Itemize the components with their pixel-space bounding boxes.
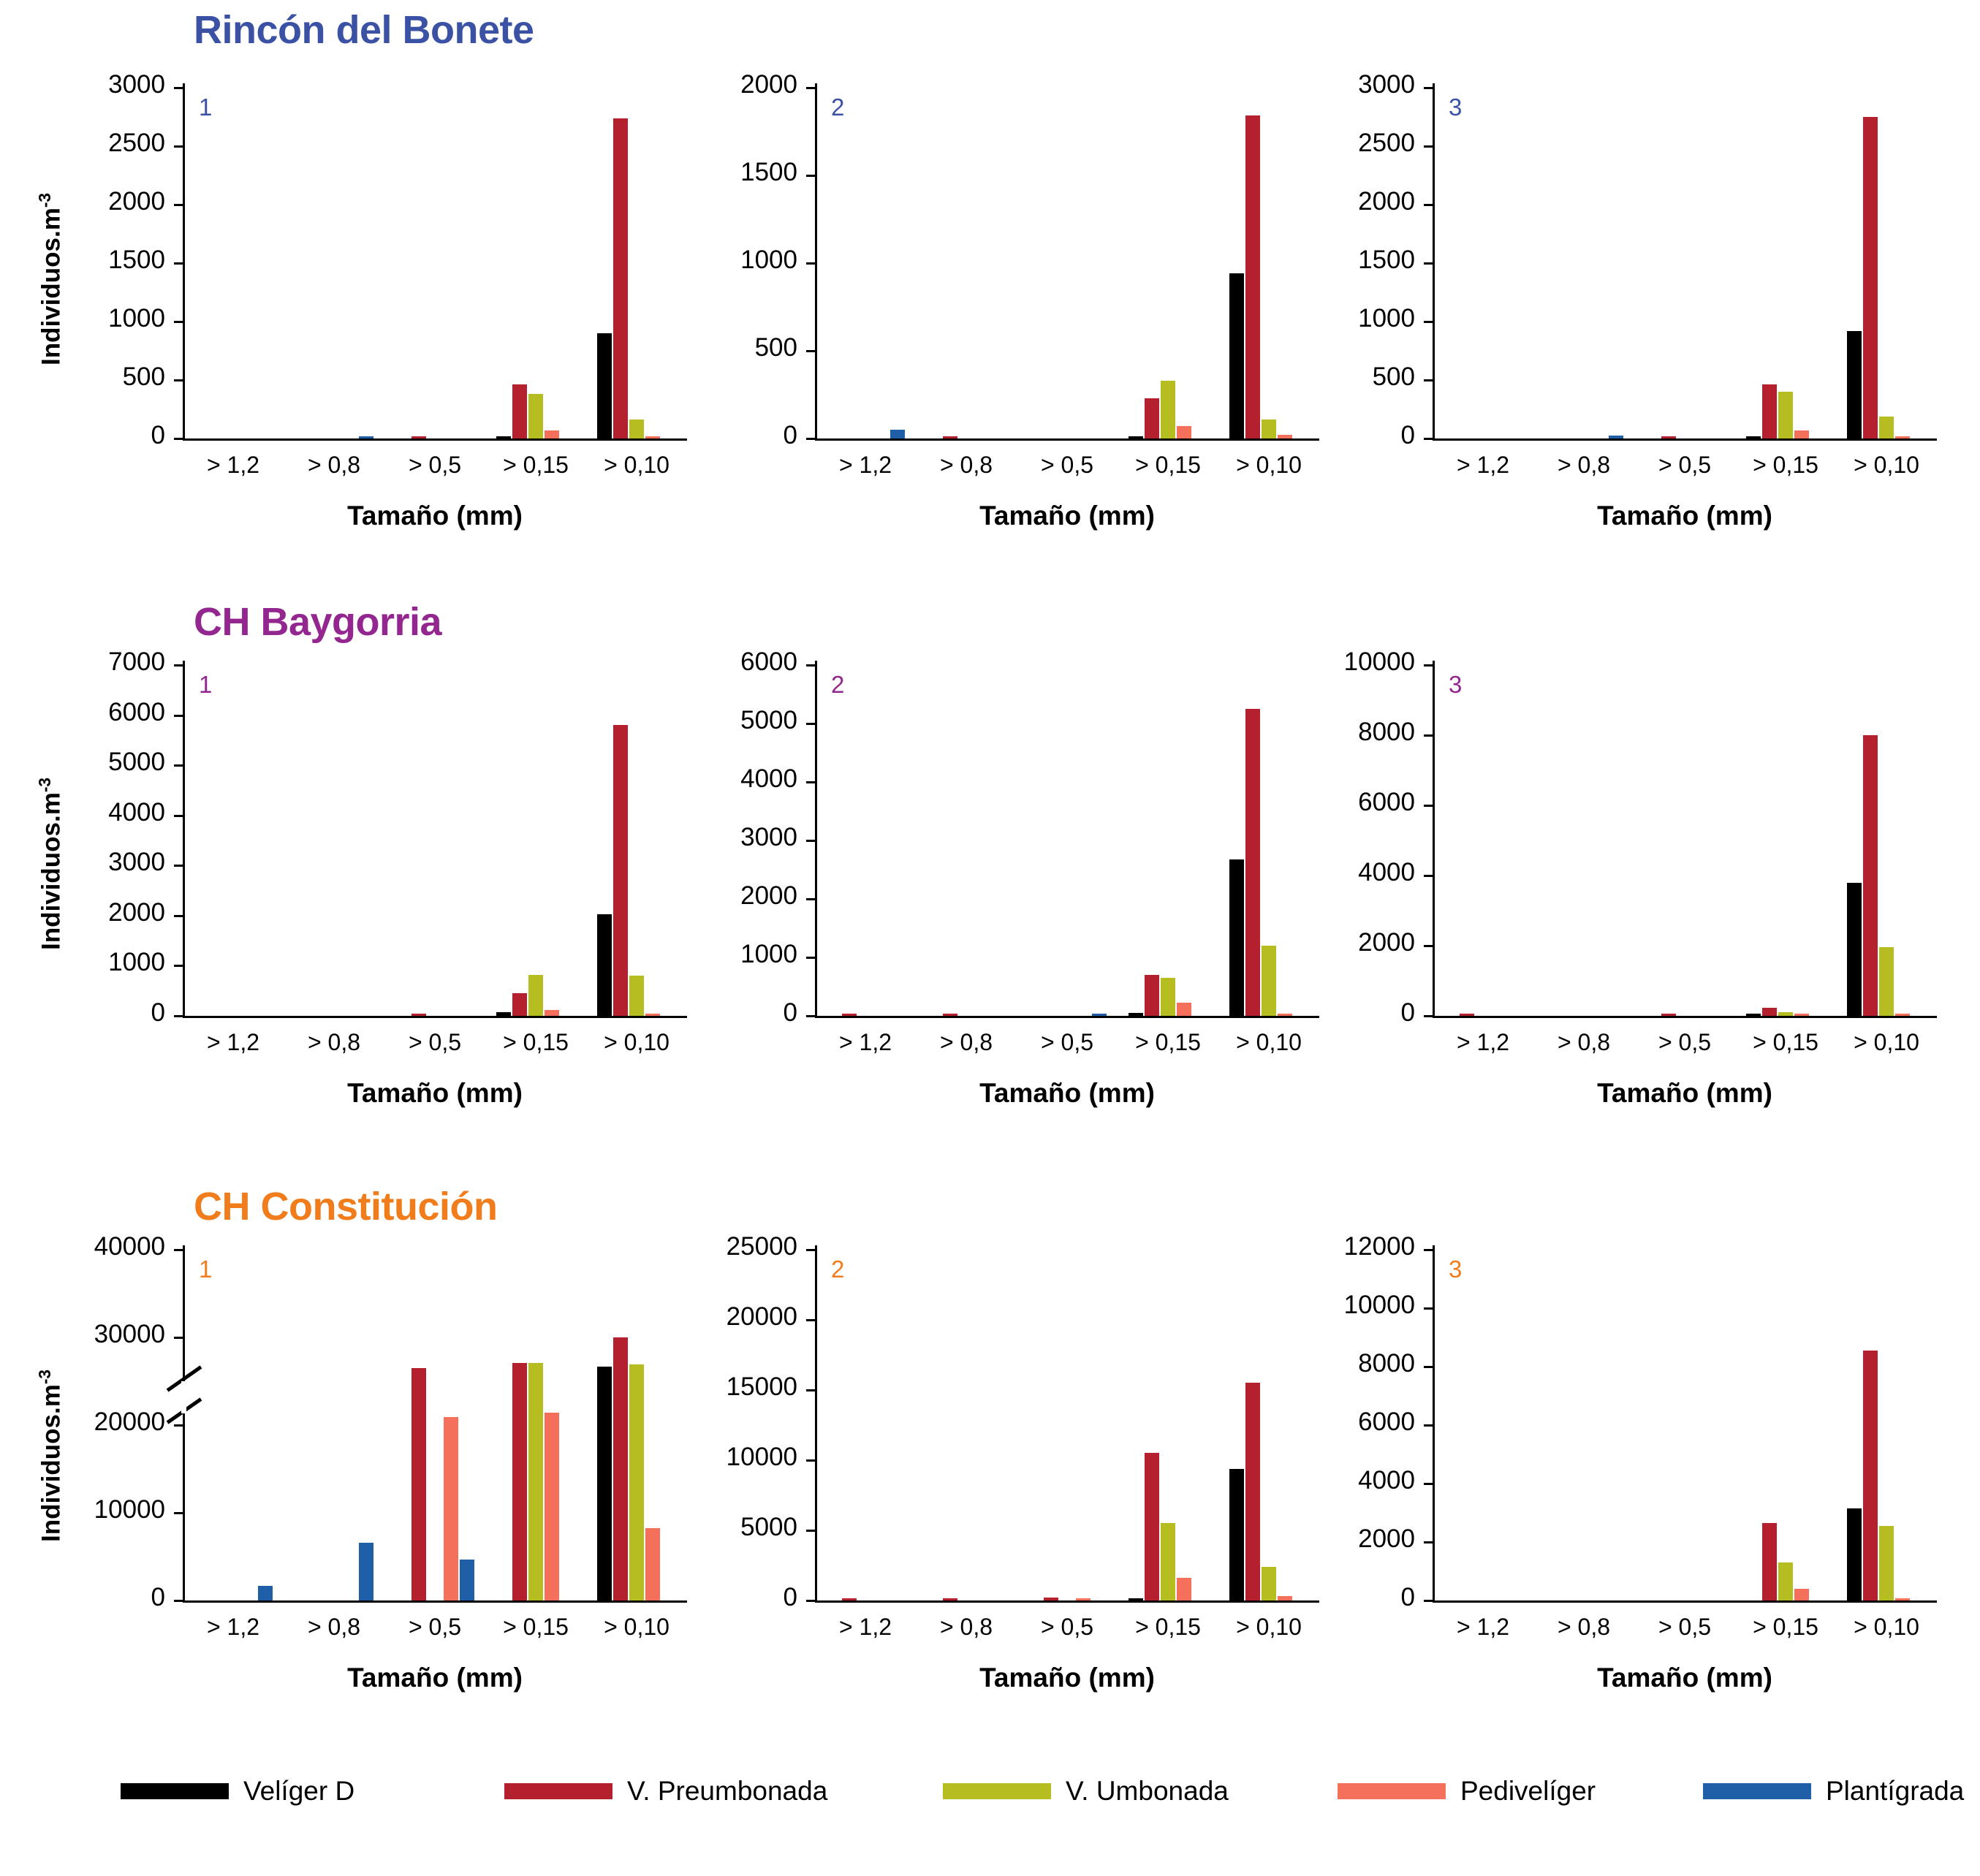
y-tick-1-3-4: [1424, 204, 1433, 206]
bar-1-3-cat4-v-umbonada: [1778, 392, 1793, 438]
y-tick-label-3-2-0: 0: [783, 1583, 797, 1611]
x-tick-label-2-1-4: > 0,15: [503, 1029, 569, 1055]
x-tick-label-1-2-2: > 0,8: [939, 452, 993, 478]
y-tick-label-1-1-6: 3000: [108, 70, 165, 99]
y-tick-label-1-2-1: 500: [754, 333, 797, 362]
y-tick-label-3-1-2: 20000: [94, 1408, 165, 1436]
x-tick-label-2-2-5: > 0,10: [1236, 1029, 1302, 1055]
panel-1-3: [0, 0, 1980, 577]
x-tick-label-3-2-2: > 0,8: [939, 1614, 993, 1640]
legend-item-4: [1338, 1776, 1596, 1807]
y-tick-3-3-3: [1424, 1424, 1433, 1427]
y-tick-label-3-1-4: 40000: [94, 1232, 165, 1261]
bar-1-3-cat2-plant-grada: [1609, 436, 1623, 438]
y-tick-label-2-3-2: 4000: [1358, 858, 1415, 886]
y-tick-label-3-3-0: 0: [1400, 1583, 1415, 1611]
legend-label-2: V. Preumbonada: [627, 1776, 828, 1806]
panel-number-2-1: 1: [199, 671, 213, 698]
y-tick-label-2-1-6: 6000: [108, 697, 165, 726]
legend-swatch-4: [1338, 1783, 1446, 1799]
panel-number-1-1: 1: [199, 94, 213, 121]
y-tick-label-3-3-5: 10000: [1343, 1291, 1415, 1319]
y-tick-label-2-3-4: 8000: [1358, 718, 1415, 746]
x-tick-label-3-3-1: > 1,2: [1456, 1614, 1510, 1640]
panel-number-3-1: 1: [199, 1256, 213, 1283]
x-tick-label-2-1-5: > 0,10: [604, 1029, 670, 1055]
x-tick-label-2-2-1: > 1,2: [838, 1029, 892, 1055]
y-tick-label-3-3-3: 6000: [1358, 1408, 1415, 1436]
legend-swatch-5: [1703, 1783, 1811, 1799]
chart-row-2: [0, 585, 1980, 1162]
bar-2-3-cat5-v-umbonada: [1879, 947, 1894, 1016]
y-tick-3-3-6: [1424, 1249, 1433, 1251]
legend-label-5: Plantígrada: [1826, 1776, 1965, 1806]
x-tick-label-2-1-2: > 0,8: [307, 1029, 361, 1055]
y-axis-line-3-3: [1433, 1245, 1435, 1600]
legend-item-2: [504, 1776, 827, 1807]
x-axis-title-3-1: Tamaño (mm): [347, 1663, 523, 1693]
y-tick-label-1-1-2: 1000: [108, 304, 165, 333]
x-tick-label-2-3-4: > 0,15: [1753, 1029, 1818, 1055]
x-axis-title-2-3: Tamaño (mm): [1597, 1078, 1772, 1108]
y-tick-label-1-3-4: 2000: [1358, 187, 1415, 216]
y-tick-1-3-1: [1424, 379, 1433, 381]
x-tick-label-1-3-5: > 0,10: [1854, 452, 1919, 478]
x-tick-label-3-1-1: > 1,2: [206, 1614, 260, 1640]
y-tick-label-2-2-4: 4000: [740, 764, 797, 793]
x-axis-title-2-1: Tamaño (mm): [347, 1078, 523, 1108]
y-tick-label-2-1-2: 2000: [108, 897, 165, 927]
panel-number-1-2: 2: [831, 94, 845, 121]
legend-label-4: Pedivelíger: [1460, 1776, 1596, 1806]
bar-1-3-cat4-vel-ger-d: [1746, 436, 1761, 438]
y-tick-label-2-1-0: 0: [151, 998, 165, 1027]
legend-item-1: [121, 1776, 354, 1807]
panel-number-2-3: 3: [1449, 671, 1463, 698]
y-tick-3-3-0: [1424, 1600, 1433, 1602]
x-tick-label-2-3-5: > 0,10: [1854, 1029, 1919, 1055]
x-tick-label-3-3-5: > 0,10: [1854, 1614, 1919, 1640]
legend-swatch-3: [943, 1783, 1051, 1799]
x-tick-label-1-2-3: > 0,5: [1040, 452, 1094, 478]
y-tick-2-3-1: [1424, 945, 1433, 947]
bar-2-3-cat3-v-preumbonada: [1661, 1014, 1676, 1016]
x-tick-label-2-3-2: > 0,8: [1557, 1029, 1611, 1055]
y-tick-label-3-2-1: 5000: [740, 1513, 797, 1541]
panel-2-3: [0, 585, 1980, 1162]
bar-2-3-cat4-pedivel-ger: [1794, 1014, 1809, 1016]
y-tick-label-2-3-0: 0: [1400, 998, 1415, 1027]
bar-2-3-cat5-vel-ger-d: [1847, 883, 1862, 1016]
x-axis-title-1-1: Tamaño (mm): [347, 501, 523, 531]
x-axis-line-3-3: [1433, 1600, 1937, 1603]
y-tick-label-3-1-1: 10000: [94, 1495, 165, 1524]
x-tick-label-2-1-3: > 0,5: [408, 1029, 462, 1055]
x-tick-label-3-3-3: > 0,5: [1658, 1614, 1712, 1640]
legend-label-3: V. Umbonada: [1066, 1776, 1229, 1806]
chart-legend: [0, 1754, 1980, 1842]
legend-swatch-2: [504, 1783, 612, 1799]
panel-number-1-3: 3: [1449, 94, 1463, 121]
y-tick-1-3-0: [1424, 438, 1433, 440]
y-tick-label-3-3-4: 8000: [1358, 1349, 1415, 1378]
y-tick-1-3-3: [1424, 262, 1433, 265]
y-tick-label-2-1-1: 1000: [108, 948, 165, 977]
y-tick-1-3-6: [1424, 87, 1433, 89]
chart-row-1: [0, 0, 1980, 577]
x-axis-title-2-2: Tamaño (mm): [979, 1078, 1155, 1108]
y-axis-line-2-3: [1433, 661, 1435, 1016]
y-tick-label-1-1-3: 1500: [108, 246, 165, 274]
bar-2-3-cat4-v-preumbonada: [1762, 1008, 1777, 1016]
y-tick-label-2-2-2: 2000: [740, 881, 797, 910]
y-tick-label-1-3-6: 3000: [1358, 70, 1415, 99]
x-tick-label-3-1-2: > 0,8: [307, 1614, 361, 1640]
bar-1-3-cat4-pedivel-ger: [1794, 430, 1809, 438]
y-tick-2-3-2: [1424, 875, 1433, 877]
x-tick-label-1-3-1: > 1,2: [1456, 452, 1510, 478]
x-axis-title-1-2: Tamaño (mm): [979, 501, 1155, 531]
y-tick-label-1-1-1: 500: [122, 362, 165, 391]
panel-3-3: [0, 1169, 1980, 1747]
y-tick-label-1-2-4: 2000: [740, 70, 797, 99]
x-tick-label-1-1-2: > 0,8: [307, 452, 361, 478]
bar-3-3-cat4-pedivel-ger: [1794, 1589, 1809, 1600]
y-tick-label-3-2-4: 20000: [726, 1302, 797, 1331]
y-tick-label-2-2-0: 0: [783, 998, 797, 1027]
y-tick-label-1-3-5: 2500: [1358, 129, 1415, 157]
y-tick-label-2-1-7: 7000: [108, 648, 165, 676]
x-tick-label-2-2-2: > 0,8: [939, 1029, 993, 1055]
y-axis-title-3: $Individuos.m^{-3}$: [35, 1369, 66, 1542]
y-tick-label-2-1-4: 4000: [108, 797, 165, 827]
x-tick-label-1-1-4: > 0,15: [503, 452, 569, 478]
bar-3-3-cat5-v-umbonada: [1879, 1526, 1894, 1600]
x-tick-label-1-1-3: > 0,5: [408, 452, 462, 478]
y-tick-label-2-3-5: 10000: [1343, 648, 1415, 676]
y-tick-1-3-2: [1424, 321, 1433, 323]
bar-1-3-cat5-pedivel-ger: [1895, 436, 1910, 438]
bar-2-3-cat5-pedivel-ger: [1895, 1014, 1910, 1016]
y-tick-3-3-5: [1424, 1307, 1433, 1310]
y-tick-label-3-1-3: 30000: [94, 1320, 165, 1348]
x-tick-label-3-2-1: > 1,2: [838, 1614, 892, 1640]
x-axis-title-3-2: Tamaño (mm): [979, 1663, 1155, 1693]
y-tick-label-1-3-0: 0: [1400, 421, 1415, 449]
y-tick-label-3-3-6: 12000: [1343, 1232, 1415, 1261]
x-axis-line-1-3: [1433, 438, 1937, 441]
y-tick-label-3-1-0: 0: [151, 1583, 165, 1611]
x-tick-label-1-2-4: > 0,15: [1135, 452, 1201, 478]
y-axis-title-1: $Individuos.m^{-3}$: [35, 192, 66, 365]
y-tick-3-3-1: [1424, 1541, 1433, 1543]
y-tick-label-1-3-2: 1000: [1358, 304, 1415, 333]
y-tick-label-3-2-5: 25000: [726, 1232, 797, 1261]
y-tick-label-3-2-3: 15000: [726, 1372, 797, 1401]
y-tick-label-1-3-1: 500: [1372, 362, 1415, 391]
x-axis-title-1-3: Tamaño (mm): [1597, 501, 1772, 531]
y-tick-label-1-2-2: 1000: [740, 246, 797, 274]
x-tick-label-1-1-5: > 0,10: [604, 452, 670, 478]
bar-3-3-cat5-v-preumbonada: [1863, 1351, 1878, 1600]
x-tick-label-3-1-4: > 0,15: [503, 1614, 569, 1640]
y-tick-label-2-3-1: 2000: [1358, 928, 1415, 957]
panel-number-3-2: 2: [831, 1256, 845, 1283]
x-tick-label-3-1-3: > 0,5: [408, 1614, 462, 1640]
x-tick-label-3-2-4: > 0,15: [1135, 1614, 1201, 1640]
bar-2-3-cat1-v-preumbonada: [1460, 1014, 1474, 1016]
bar-1-3-cat5-vel-ger-d: [1847, 331, 1862, 438]
legend-item-5: [1703, 1776, 1964, 1807]
bar-3-3-cat5-vel-ger-d: [1847, 1508, 1862, 1600]
group-title-1: Rincón del Bonete: [194, 8, 534, 52]
bar-1-3-cat5-v-umbonada: [1879, 417, 1894, 438]
y-tick-label-2-3-3: 6000: [1358, 788, 1415, 816]
y-tick-label-3-2-2: 10000: [726, 1443, 797, 1471]
y-tick-2-3-3: [1424, 805, 1433, 807]
y-tick-label-1-2-3: 1500: [740, 158, 797, 186]
y-tick-label-2-2-1: 1000: [740, 940, 797, 968]
group-title-3: CH Constitución: [194, 1185, 498, 1228]
legend-item-3: [943, 1776, 1229, 1807]
y-tick-label-1-1-5: 2500: [108, 129, 165, 157]
bar-2-3-cat4-v-umbonada: [1778, 1012, 1793, 1016]
x-tick-label-1-3-2: > 0,8: [1557, 452, 1611, 478]
y-tick-2-3-5: [1424, 664, 1433, 667]
x-tick-label-3-2-3: > 0,5: [1040, 1614, 1094, 1640]
x-tick-label-3-2-5: > 0,10: [1236, 1614, 1302, 1640]
y-tick-label-2-1-5: 5000: [108, 748, 165, 777]
bar-1-3-cat5-v-preumbonada: [1863, 117, 1878, 438]
y-tick-3-3-4: [1424, 1366, 1433, 1368]
x-tick-label-3-3-2: > 0,8: [1557, 1614, 1611, 1640]
x-tick-label-2-1-1: > 1,2: [206, 1029, 260, 1055]
y-tick-label-3-3-1: 2000: [1358, 1524, 1415, 1553]
x-tick-label-1-2-5: > 0,10: [1236, 452, 1302, 478]
y-tick-label-2-2-6: 6000: [740, 648, 797, 676]
y-tick-3-3-2: [1424, 1483, 1433, 1485]
y-tick-label-1-2-0: 0: [783, 421, 797, 449]
y-tick-label-2-1-3: 3000: [108, 848, 165, 877]
legend-label-1: Velíger D: [243, 1776, 355, 1806]
group-title-2: CH Baygorria: [194, 600, 442, 644]
x-axis-line-2-3: [1433, 1016, 1937, 1018]
y-tick-label-1-3-3: 1500: [1358, 246, 1415, 274]
bar-3-3-cat4-v-preumbonada: [1762, 1523, 1777, 1600]
y-tick-1-3-5: [1424, 145, 1433, 148]
x-tick-label-2-2-3: > 0,5: [1040, 1029, 1094, 1055]
x-tick-label-3-3-4: > 0,15: [1753, 1614, 1818, 1640]
x-axis-title-3-3: Tamaño (mm): [1597, 1663, 1772, 1693]
x-tick-label-2-3-1: > 1,2: [1456, 1029, 1510, 1055]
y-axis-title-2: $Individuos.m^{-3}$: [35, 777, 66, 950]
x-tick-label-1-2-1: > 1,2: [838, 452, 892, 478]
x-tick-label-2-3-3: > 0,5: [1658, 1029, 1712, 1055]
y-tick-2-3-0: [1424, 1015, 1433, 1017]
y-tick-label-2-2-3: 3000: [740, 823, 797, 851]
x-tick-label-1-3-4: > 0,15: [1753, 452, 1818, 478]
y-tick-label-1-1-4: 2000: [108, 187, 165, 216]
chart-row-3: [0, 1169, 1980, 1747]
legend-swatch-1: [121, 1783, 229, 1799]
y-tick-label-3-3-2: 4000: [1358, 1466, 1415, 1495]
bar-3-3-cat4-v-umbonada: [1778, 1562, 1793, 1600]
y-axis-line-1-3: [1433, 83, 1435, 438]
x-tick-label-1-1-1: > 1,2: [206, 452, 260, 478]
bar-1-3-cat3-v-preumbonada: [1661, 436, 1676, 438]
panel-number-2-2: 2: [831, 671, 845, 698]
x-tick-label-1-3-3: > 0,5: [1658, 452, 1712, 478]
bar-2-3-cat4-vel-ger-d: [1746, 1014, 1761, 1016]
bar-3-3-cat5-pedivel-ger: [1895, 1598, 1910, 1600]
bar-2-3-cat5-v-preumbonada: [1863, 735, 1878, 1016]
panel-number-3-3: 3: [1449, 1256, 1463, 1283]
y-tick-label-2-2-5: 5000: [740, 706, 797, 734]
x-tick-label-3-1-5: > 0,10: [604, 1614, 670, 1640]
x-tick-label-2-2-4: > 0,15: [1135, 1029, 1201, 1055]
bar-1-3-cat4-v-preumbonada: [1762, 384, 1777, 438]
y-tick-2-3-4: [1424, 734, 1433, 737]
y-tick-label-1-1-0: 0: [151, 421, 165, 449]
